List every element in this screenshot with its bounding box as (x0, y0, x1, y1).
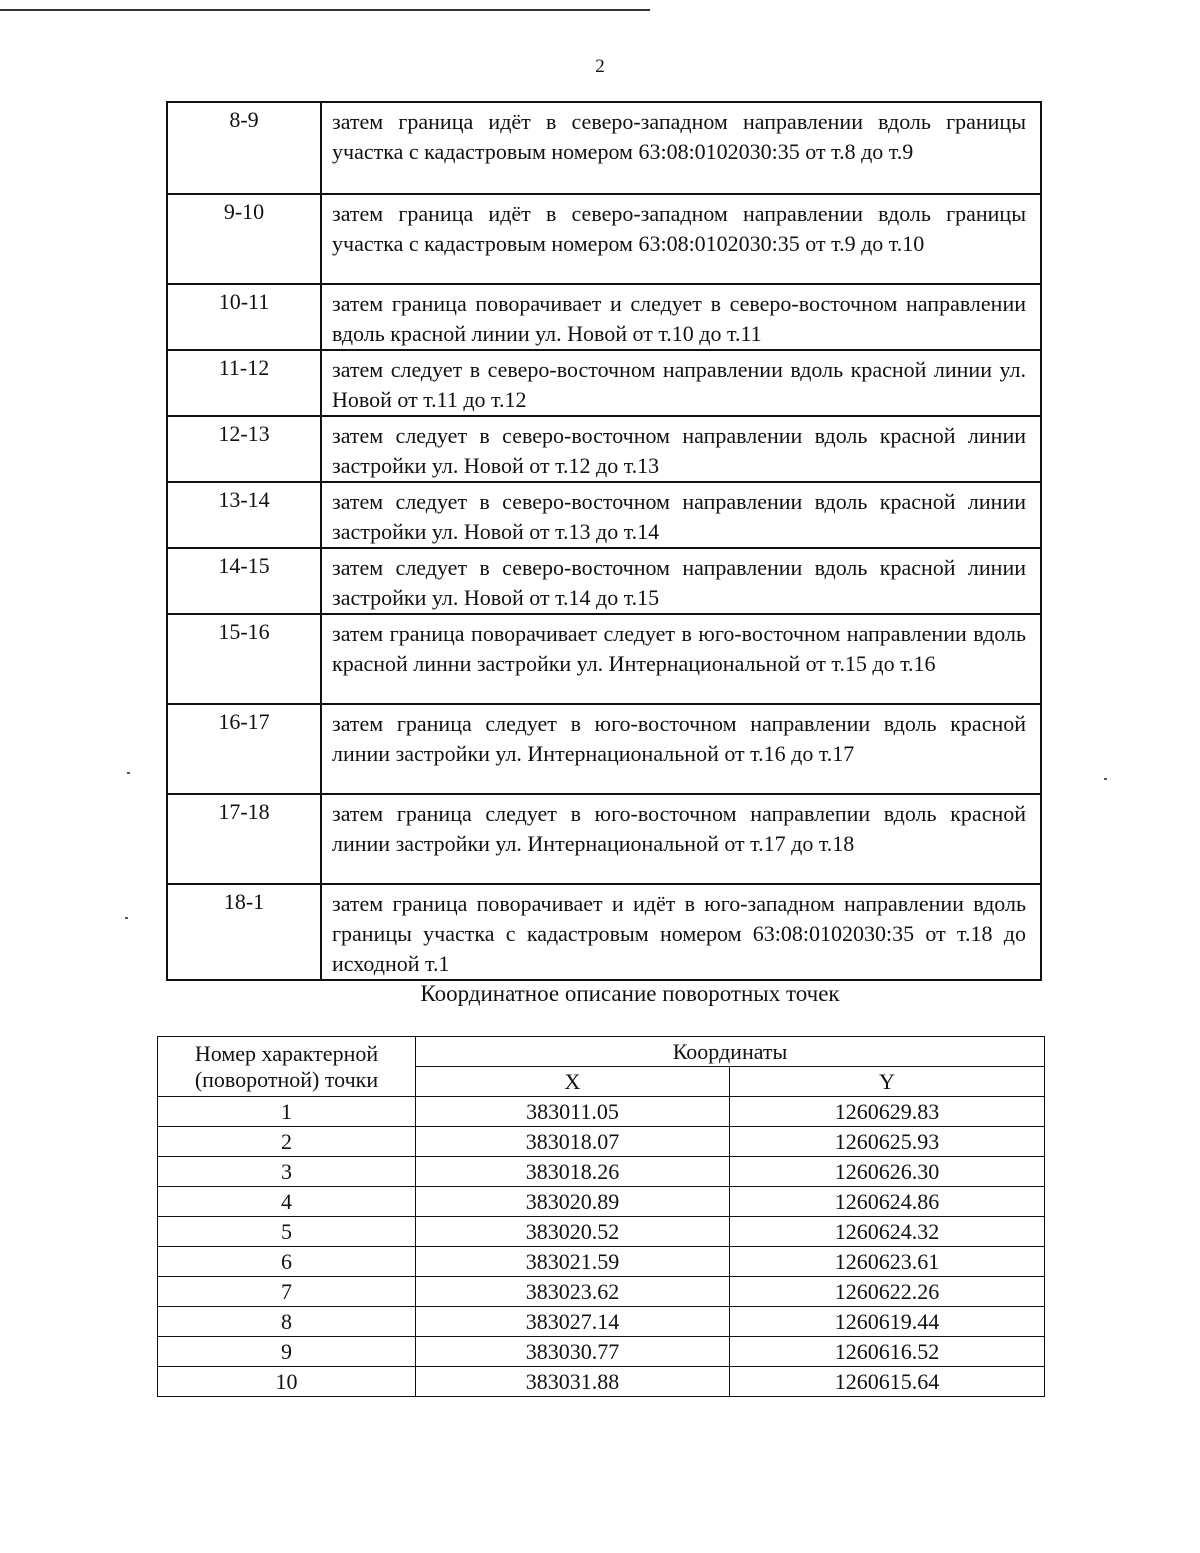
x-value: 383018.26 (416, 1157, 730, 1187)
point-number: 1 (158, 1097, 416, 1127)
table-row (158, 1337, 1045, 1367)
point-number: 7 (158, 1277, 416, 1307)
table-row (158, 1097, 1045, 1127)
segment-description: затем граница следует в юго-восточном направлепии вдоль красной линии застройки ул. Интернациональной от т.17 до т.18 (321, 794, 1041, 884)
table-row (167, 482, 1041, 548)
table-row (167, 548, 1041, 614)
table-row (158, 1277, 1045, 1307)
y-value: 1260626.30 (730, 1157, 1045, 1187)
boundary-segments-table (166, 101, 1042, 981)
y-value: 1260624.86 (730, 1187, 1045, 1217)
table-row (158, 1307, 1045, 1337)
header-x: X (416, 1067, 730, 1097)
y-value: 1260619.44 (730, 1307, 1045, 1337)
y-value: 1260622.26 (730, 1277, 1045, 1307)
coordinates-caption: Координатное описание поворотных точек (420, 981, 840, 1006)
x-value: 383018.07 (416, 1127, 730, 1157)
segment-number: 11-12 (167, 350, 321, 416)
table-row (158, 1157, 1045, 1187)
y-value: 1260624.32 (730, 1217, 1045, 1247)
point-number: 4 (158, 1187, 416, 1217)
x-value: 383021.59 (416, 1247, 730, 1277)
segment-description: затем граница поворачивает и следует в северо-восточном направлении вдоль красной линии ул. Новой от т.10 до т.11 (321, 284, 1041, 350)
x-value: 383020.89 (416, 1187, 730, 1217)
y-value: 1260629.83 (730, 1097, 1045, 1127)
header-point-line1: Номер характерной (194, 1040, 379, 1066)
segment-number: 18-1 (167, 884, 321, 980)
segment-number: 9-10 (167, 194, 321, 284)
segment-description: затем следует в северо-восточном направлении вдоль красной линии застройки ул. Новой от т.12 до т.13 (321, 416, 1041, 482)
point-number: 3 (158, 1157, 416, 1187)
x-value: 383027.14 (416, 1307, 730, 1337)
point-number: 10 (158, 1367, 416, 1397)
table-row (167, 194, 1041, 284)
segment-number: 13-14 (167, 482, 321, 548)
x-value: 383011.05 (416, 1097, 730, 1127)
scan-speck (125, 917, 128, 919)
segment-number: 14-15 (167, 548, 321, 614)
header-y: Y (730, 1067, 1045, 1097)
table-row (167, 350, 1041, 416)
header-point-line2: (поворотной) точки (194, 1066, 379, 1092)
x-value: 383023.62 (416, 1277, 730, 1307)
table-row (167, 416, 1041, 482)
segment-description: затем следует в северо-восточном направлении вдоль красной линии ул. Новой от т.11 до т.12 (321, 350, 1041, 416)
point-number: 8 (158, 1307, 416, 1337)
x-value: 383031.88 (416, 1367, 730, 1397)
coordinates-table (157, 1036, 1045, 1397)
table-row (167, 794, 1041, 884)
header-row (158, 1037, 1045, 1067)
point-number: 2 (158, 1127, 416, 1157)
y-value: 1260625.93 (730, 1127, 1045, 1157)
segment-number: 17-18 (167, 794, 321, 884)
table-row (167, 884, 1041, 980)
scan-speck (127, 772, 130, 774)
table-row (158, 1217, 1045, 1247)
y-value: 1260616.52 (730, 1337, 1045, 1367)
table-row (158, 1367, 1045, 1397)
segment-number: 8-9 (167, 102, 321, 194)
page-number: 2 (595, 56, 605, 77)
point-number: 6 (158, 1247, 416, 1277)
header-coordinates: Координаты (416, 1037, 1045, 1067)
segment-description: затем граница идёт в северо-западном направлении вдоль границы участка с кадастровым номером 63:08:0102030:35 от т.8 до т.9 (321, 102, 1041, 194)
table-row (158, 1187, 1045, 1217)
y-value: 1260615.64 (730, 1367, 1045, 1397)
y-value: 1260623.61 (730, 1247, 1045, 1277)
segment-description: затем граница поворачивает и идёт в юго-западном направлении вдоль границы участка с кадастровым номером 63:08:0102030:35 от т.18 до исходной т.1 (321, 884, 1041, 980)
point-number: 9 (158, 1337, 416, 1367)
segment-description: затем граница поворачивает следует в юго-восточном направлении вдоль красной линни застройки ул. Интернациональной от т.15 до т.16 (321, 614, 1041, 704)
segment-description: затем граница следует в юго-восточном направлении вдоль красной линии застройки ул. Интернациональной от т.16 до т.17 (321, 704, 1041, 794)
scan-speck (1104, 778, 1107, 780)
segment-number: 15-16 (167, 614, 321, 704)
table-row (167, 704, 1041, 794)
table-row (167, 102, 1041, 194)
x-value: 383030.77 (416, 1337, 730, 1367)
table-row (158, 1247, 1045, 1277)
x-value: 383020.52 (416, 1217, 730, 1247)
segment-number: 12-13 (167, 416, 321, 482)
segment-number: 16-17 (167, 704, 321, 794)
header-point-number (158, 1037, 416, 1097)
point-number: 5 (158, 1217, 416, 1247)
segment-description: затем граница идёт в северо-западном направлении вдоль границы участка с кадастровым номером 63:08:0102030:35 от т.9 до т.10 (321, 194, 1041, 284)
segment-description: затем следует в северо-восточном направлении вдоль красной линии застройки ул. Новой от т.13 до т.14 (321, 482, 1041, 548)
table-row (158, 1127, 1045, 1157)
segment-description: затем следует в северо-восточном направлении вдоль красной линии застройки ул. Новой от т.14 до т.15 (321, 548, 1041, 614)
table-row (167, 284, 1041, 350)
scan-top-rule (0, 9, 650, 11)
table-row (167, 614, 1041, 704)
segment-number: 10-11 (167, 284, 321, 350)
